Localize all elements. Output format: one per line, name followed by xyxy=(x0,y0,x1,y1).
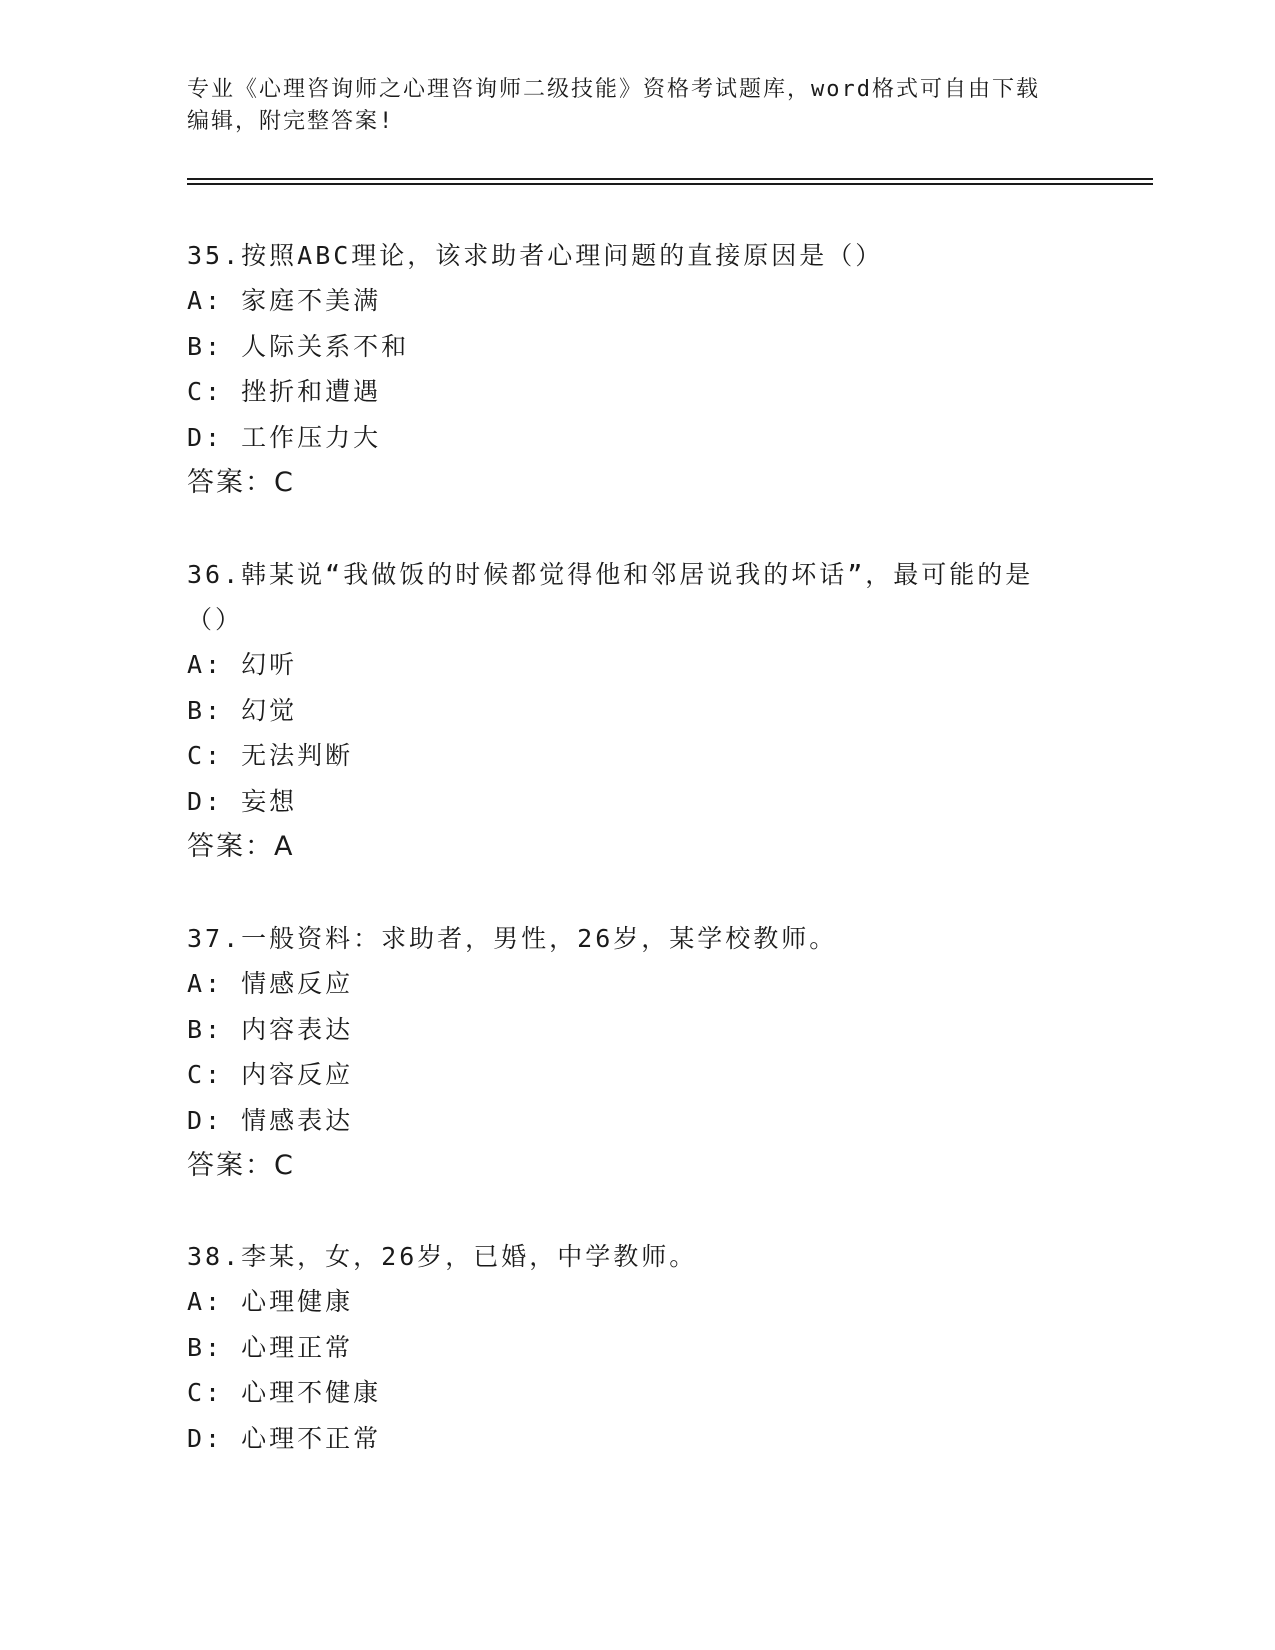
option-a: A: 家庭不美满 xyxy=(187,286,382,315)
question-title-line-1: 36.韩某说“我做饭的时候都觉得他和邻居说我的坏话”，最可能的是 xyxy=(187,560,1034,589)
header-line-1: 专业《心理咨询师之心理咨询师二级技能》资格考试题库，word格式可自由下载 xyxy=(187,77,1040,102)
option-a: A: 幻听 xyxy=(187,650,298,679)
question-38 xyxy=(187,1234,1087,1461)
answer: 答案：C xyxy=(187,1150,295,1181)
option-d: D: 妄想 xyxy=(187,786,298,816)
option-d: D: 工作压力大 xyxy=(187,422,382,452)
option-b: B: 心理正常 xyxy=(187,1332,354,1362)
question-title-line-2: （） xyxy=(187,605,244,634)
question-37 xyxy=(187,916,1087,1189)
option-c: C: 心理不健康 xyxy=(187,1378,382,1407)
option-d: D: 心理不正常 xyxy=(187,1423,382,1453)
option-c: C: 挫折和遭遇 xyxy=(187,377,382,406)
question-title: 35.按照ABC理论，该求助者心理问题的直接原因是（） xyxy=(187,241,884,270)
question-title: 38.李某，女，26岁，已婚，中学教师。 xyxy=(187,1242,698,1271)
answer: 答案：A xyxy=(187,831,295,862)
option-a: A: 情感反应 xyxy=(187,969,354,998)
header-line-2: 编辑，附完整答案! xyxy=(187,109,395,134)
header-divider-top xyxy=(187,178,1153,180)
answer: 答案：C xyxy=(187,467,295,498)
option-d: D: 情感表达 xyxy=(187,1105,354,1135)
document-header xyxy=(187,74,1067,138)
option-c: C: 无法判断 xyxy=(187,741,354,770)
option-c: C: 内容反应 xyxy=(187,1060,354,1089)
question-title: 37.一般资料：求助者，男性，26岁，某学校教师。 xyxy=(187,924,838,953)
option-b: B: 人际关系不和 xyxy=(187,331,410,361)
question-36 xyxy=(187,552,1087,870)
question-35 xyxy=(187,233,1087,506)
option-b: B: 内容表达 xyxy=(187,1014,354,1044)
option-a: A: 心理健康 xyxy=(187,1287,354,1316)
option-b: B: 幻觉 xyxy=(187,695,298,725)
header-divider-bottom xyxy=(187,183,1153,185)
